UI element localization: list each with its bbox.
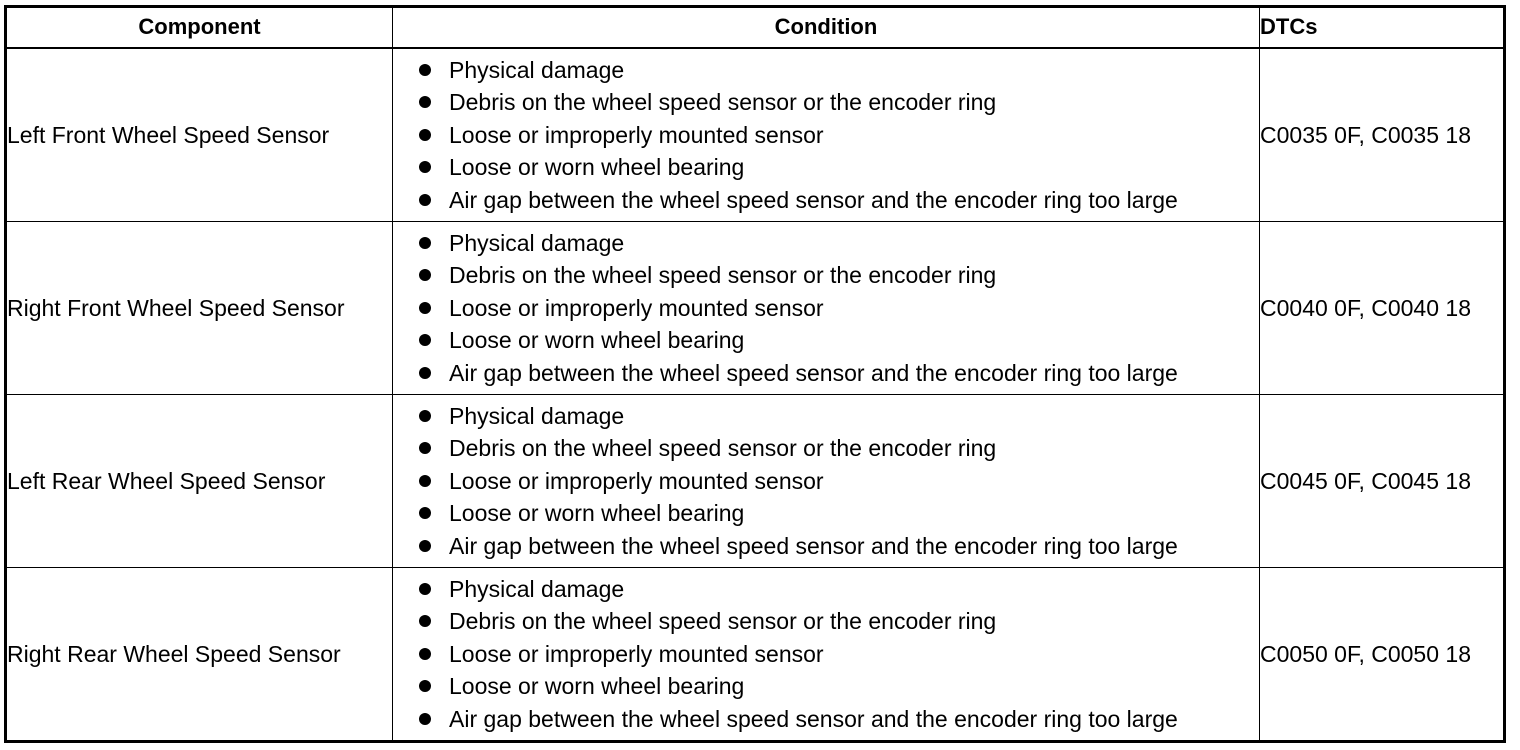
- bullet-icon: [419, 475, 431, 487]
- condition-text: Air gap between the wheel speed sensor and the encoder ring too large: [449, 532, 1178, 559]
- header-row: [6, 7, 1505, 49]
- table-row: [6, 395, 1505, 568]
- condition-item: [419, 605, 1259, 638]
- condition-text: Physical damage: [449, 402, 625, 429]
- condition-item: [419, 292, 1259, 325]
- bullet-icon: [419, 302, 431, 314]
- condition-item: [419, 151, 1259, 184]
- header-component: Component: [6, 7, 393, 49]
- condition-item: [419, 432, 1259, 465]
- condition-item: [419, 324, 1259, 357]
- header-condition: Condition: [393, 7, 1260, 49]
- condition-text: Physical damage: [449, 229, 625, 256]
- condition-item: [419, 638, 1259, 671]
- condition-text: Loose or worn wheel bearing: [449, 154, 745, 181]
- condition-text: Loose or improperly mounted sensor: [449, 294, 824, 321]
- condition-item: [419, 357, 1259, 390]
- condition-item: [419, 670, 1259, 703]
- condition-text: Loose or improperly mounted sensor: [449, 467, 824, 494]
- condition-text: Debris on the wheel speed sensor or the encoder ring: [449, 608, 997, 635]
- component-cell: Left Front Wheel Speed Sensor: [6, 48, 393, 222]
- condition-list: [393, 224, 1259, 393]
- bullet-icon: [419, 367, 431, 379]
- condition-item: [419, 86, 1259, 119]
- condition-text: Loose or worn wheel bearing: [449, 673, 745, 700]
- dtc-cell: C0050 0F, C0050 18: [1260, 568, 1505, 742]
- bullet-icon: [419, 410, 431, 422]
- condition-cell: [393, 568, 1260, 742]
- bullet-icon: [419, 615, 431, 627]
- condition-item: [419, 573, 1259, 606]
- condition-item: [419, 259, 1259, 292]
- bullet-icon: [419, 64, 431, 76]
- bullet-icon: [419, 237, 431, 249]
- bullet-icon: [419, 540, 431, 552]
- bullet-icon: [419, 507, 431, 519]
- component-cell: Left Rear Wheel Speed Sensor: [6, 395, 393, 568]
- bullet-icon: [419, 442, 431, 454]
- condition-text: Debris on the wheel speed sensor or the encoder ring: [449, 89, 997, 116]
- bullet-icon: [419, 96, 431, 108]
- table-row: [6, 222, 1505, 395]
- bullet-icon: [419, 269, 431, 281]
- condition-cell: [393, 48, 1260, 222]
- table-body: [6, 48, 1505, 742]
- condition-text: Loose or worn wheel bearing: [449, 327, 745, 354]
- condition-item: [419, 119, 1259, 152]
- bullet-icon: [419, 161, 431, 173]
- condition-item: [419, 400, 1259, 433]
- bullet-icon: [419, 713, 431, 725]
- condition-list: [393, 51, 1259, 220]
- dtc-cell: C0040 0F, C0040 18: [1260, 222, 1505, 395]
- table-row: [6, 48, 1505, 222]
- dtc-cell: C0045 0F, C0045 18: [1260, 395, 1505, 568]
- condition-text: Air gap between the wheel speed sensor and the encoder ring too large: [449, 186, 1178, 213]
- condition-list: [393, 397, 1259, 566]
- condition-item: [419, 497, 1259, 530]
- condition-cell: [393, 395, 1260, 568]
- condition-item: [419, 54, 1259, 87]
- bullet-icon: [419, 129, 431, 141]
- bullet-icon: [419, 194, 431, 206]
- dtc-table: [4, 5, 1506, 743]
- condition-text: Air gap between the wheel speed sensor and the encoder ring too large: [449, 705, 1178, 732]
- condition-item: [419, 530, 1259, 563]
- condition-text: Loose or improperly mounted sensor: [449, 121, 824, 148]
- dtc-cell: C0035 0F, C0035 18: [1260, 48, 1505, 222]
- condition-text: Physical damage: [449, 575, 625, 602]
- condition-item: [419, 703, 1259, 736]
- condition-item: [419, 465, 1259, 498]
- bullet-icon: [419, 680, 431, 692]
- condition-text: Loose or improperly mounted sensor: [449, 640, 824, 667]
- condition-list: [393, 570, 1259, 739]
- bullet-icon: [419, 334, 431, 346]
- condition-cell: [393, 222, 1260, 395]
- bullet-icon: [419, 648, 431, 660]
- condition-text: Debris on the wheel speed sensor or the encoder ring: [449, 435, 997, 462]
- bullet-icon: [419, 583, 431, 595]
- condition-text: Loose or worn wheel bearing: [449, 500, 745, 527]
- table-row: [6, 568, 1505, 742]
- header-dtcs: DTCs: [1260, 7, 1505, 49]
- condition-text: Air gap between the wheel speed sensor and the encoder ring too large: [449, 359, 1178, 386]
- condition-text: Physical damage: [449, 56, 625, 83]
- component-cell: Right Front Wheel Speed Sensor: [6, 222, 393, 395]
- condition-text: Debris on the wheel speed sensor or the encoder ring: [449, 262, 997, 289]
- condition-item: [419, 184, 1259, 217]
- table-header: [6, 7, 1505, 49]
- condition-item: [419, 227, 1259, 260]
- component-cell: Right Rear Wheel Speed Sensor: [6, 568, 393, 742]
